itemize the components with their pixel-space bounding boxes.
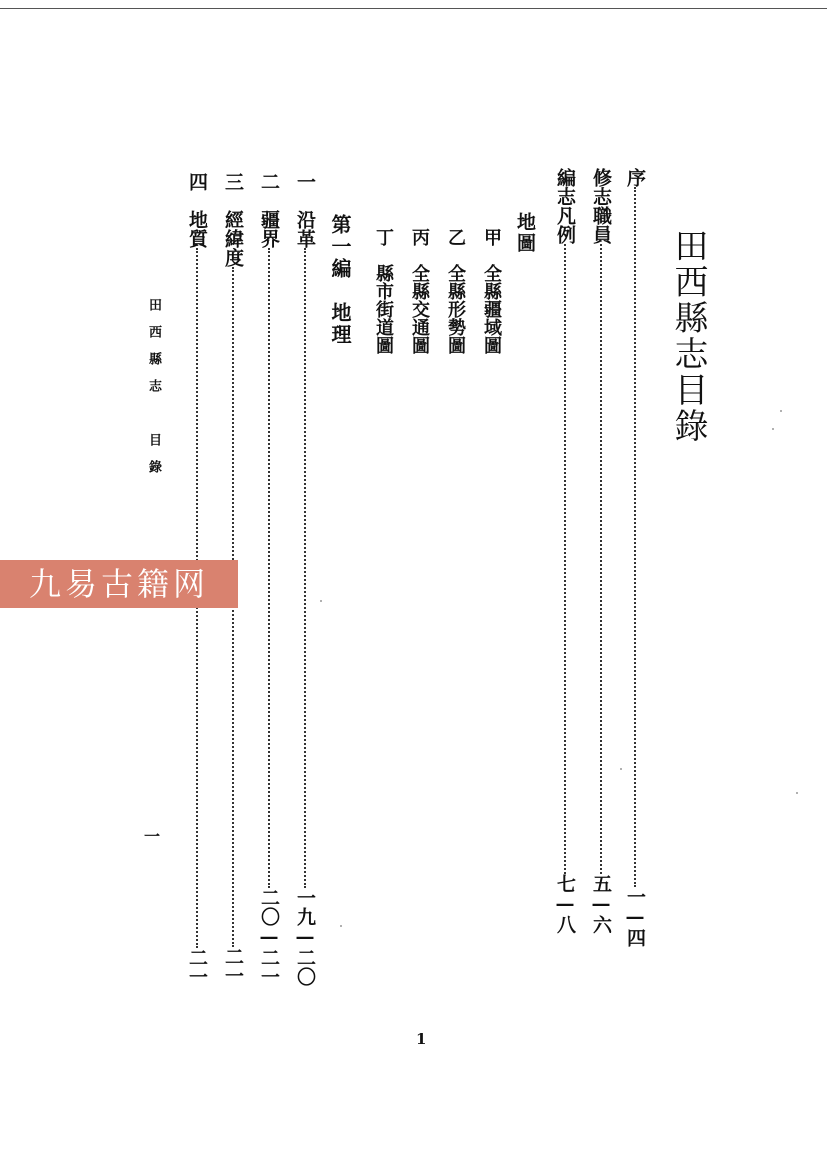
toc-entry-label: 序	[624, 168, 646, 187]
watermark-banner: 九易古籍网	[0, 560, 238, 608]
dot-leader	[304, 248, 306, 888]
toc-entry-pages: 二一	[186, 948, 208, 986]
dot-leader	[634, 187, 636, 887]
toc-entry-pages: 二一	[222, 947, 244, 985]
maps-heading: 地圖	[514, 212, 536, 254]
scan-speck	[620, 768, 622, 770]
toc-entry-label: 二 疆界	[258, 172, 280, 248]
map-item-label: 丁 縣市街道圖	[373, 228, 394, 354]
dot-leader	[564, 244, 566, 874]
toc-entry-pages: 一—四	[624, 887, 646, 947]
toc-entry-label: 四 地質	[186, 172, 208, 248]
folio-number: 一	[144, 827, 161, 846]
top-rule	[0, 8, 827, 9]
scan-speck	[796, 792, 798, 794]
running-head: 田西縣志 目錄	[146, 298, 161, 487]
toc-entry-staff	[588, 168, 615, 934]
scan-speck	[320, 600, 322, 602]
scan-speck	[780, 410, 782, 412]
page-title: 田西縣志目錄	[668, 228, 708, 444]
toc-entry-history	[292, 172, 319, 986]
toc-entry-preface	[622, 168, 649, 947]
page-number: 1	[416, 1030, 427, 1048]
map-item-label: 甲 全縣疆域圖	[481, 228, 502, 354]
chapter-heading: 第一編 地理	[328, 214, 352, 346]
toc-entry-label: 修志職員	[590, 168, 612, 244]
toc-entry-guidelines	[552, 168, 579, 934]
toc-entry-pages: 五—六	[590, 874, 612, 934]
toc-entry-borders	[256, 172, 283, 986]
dot-leader	[600, 244, 602, 874]
map-item-streets	[370, 228, 396, 362]
toc-entry-label: 三 經緯度	[222, 172, 244, 267]
dot-leader	[268, 248, 270, 888]
toc-entry-pages: 一九—二〇	[294, 888, 316, 986]
map-item-label: 丙 全縣交通圖	[409, 228, 430, 354]
toc-entry-label: 編志凡例	[554, 168, 576, 244]
scan-speck	[340, 925, 342, 927]
toc-entry-label: 一 沿革	[294, 172, 316, 248]
toc-entry-pages: 二〇—二一	[258, 888, 280, 986]
map-item-transport	[406, 228, 432, 362]
map-item-label: 乙 全縣形勢圖	[445, 228, 466, 354]
map-item-terrain	[442, 228, 468, 362]
toc-entry-pages: 七—八	[554, 874, 576, 934]
scan-speck	[772, 428, 774, 430]
map-item-territory	[478, 228, 504, 362]
